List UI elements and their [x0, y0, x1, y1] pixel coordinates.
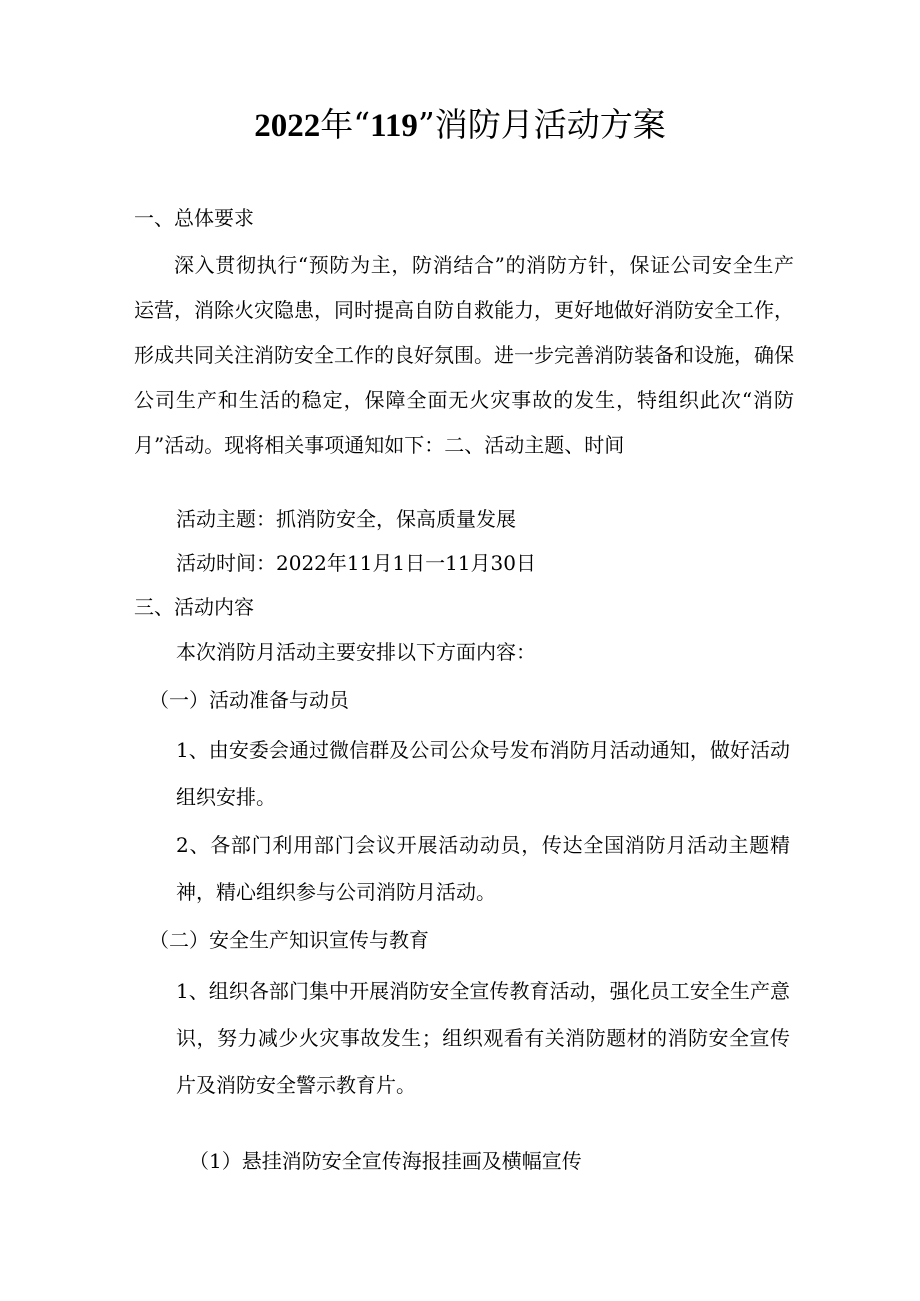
document-title — [0, 103, 920, 148]
section-3-heading: 三、活动内容 — [134, 595, 254, 619]
subsection-1-heading: （一）活动准备与动员 — [149, 688, 349, 712]
activity-theme: 活动主题：抓消防安全，保高质量发展 — [176, 507, 516, 531]
content-intro: 本次消防月活动主要安排以下方面内容： — [176, 640, 536, 664]
subsection-2-item-1: 1、组织各部门集中开展消防安全宣传教育活动，强化员工安全生产意识，努力减少火灾事故发生；组织观看有关消防题材的消防安全宣传片及消防安全警示教育片。 — [176, 979, 790, 1097]
title-nian: 年“ — [320, 105, 371, 144]
section-1-paragraph: 深入贯彻执行“预防为主，防消结合”的消防方针，保证公司安全生产运营，消除火灾隐患，同时提高自防自救能力，更好地做好消防安全工作，形成共同关注消防安全工作的良好氛围。进一步完善消防装备和设施，确保公司生产和生活的稳定，保障全面无火灾事故的发生，特组织此次“消防月”活动。现将相关事项通知如下：二、活动主题、时间 — [134, 253, 794, 457]
subsection-2-heading: （二）安全生产知识宣传与教育 — [149, 928, 429, 952]
subsection-1-item-2: 2、各部门利用部门会议开展活动动员，传达全国消防月活动主题精神，精心组织参与公司消防月活动。 — [176, 833, 790, 904]
title-year: 2022 — [254, 108, 321, 144]
activity-time: 活动时间：2022年11月1日一11月30日 — [176, 551, 536, 575]
subsection-2-item-1-sub-1: （1）悬挂消防安全宣传海报挂画及横幅宣传 — [189, 1149, 582, 1173]
subsection-1-item-1: 1、由安委会通过微信群及公司公众号发布消防月活动通知，做好活动组织安排。 — [176, 738, 790, 809]
title-number: 119 — [370, 108, 418, 144]
title-rest: ”消防月活动方案 — [417, 105, 666, 144]
section-1-heading: 一、总体要求 — [134, 206, 254, 230]
